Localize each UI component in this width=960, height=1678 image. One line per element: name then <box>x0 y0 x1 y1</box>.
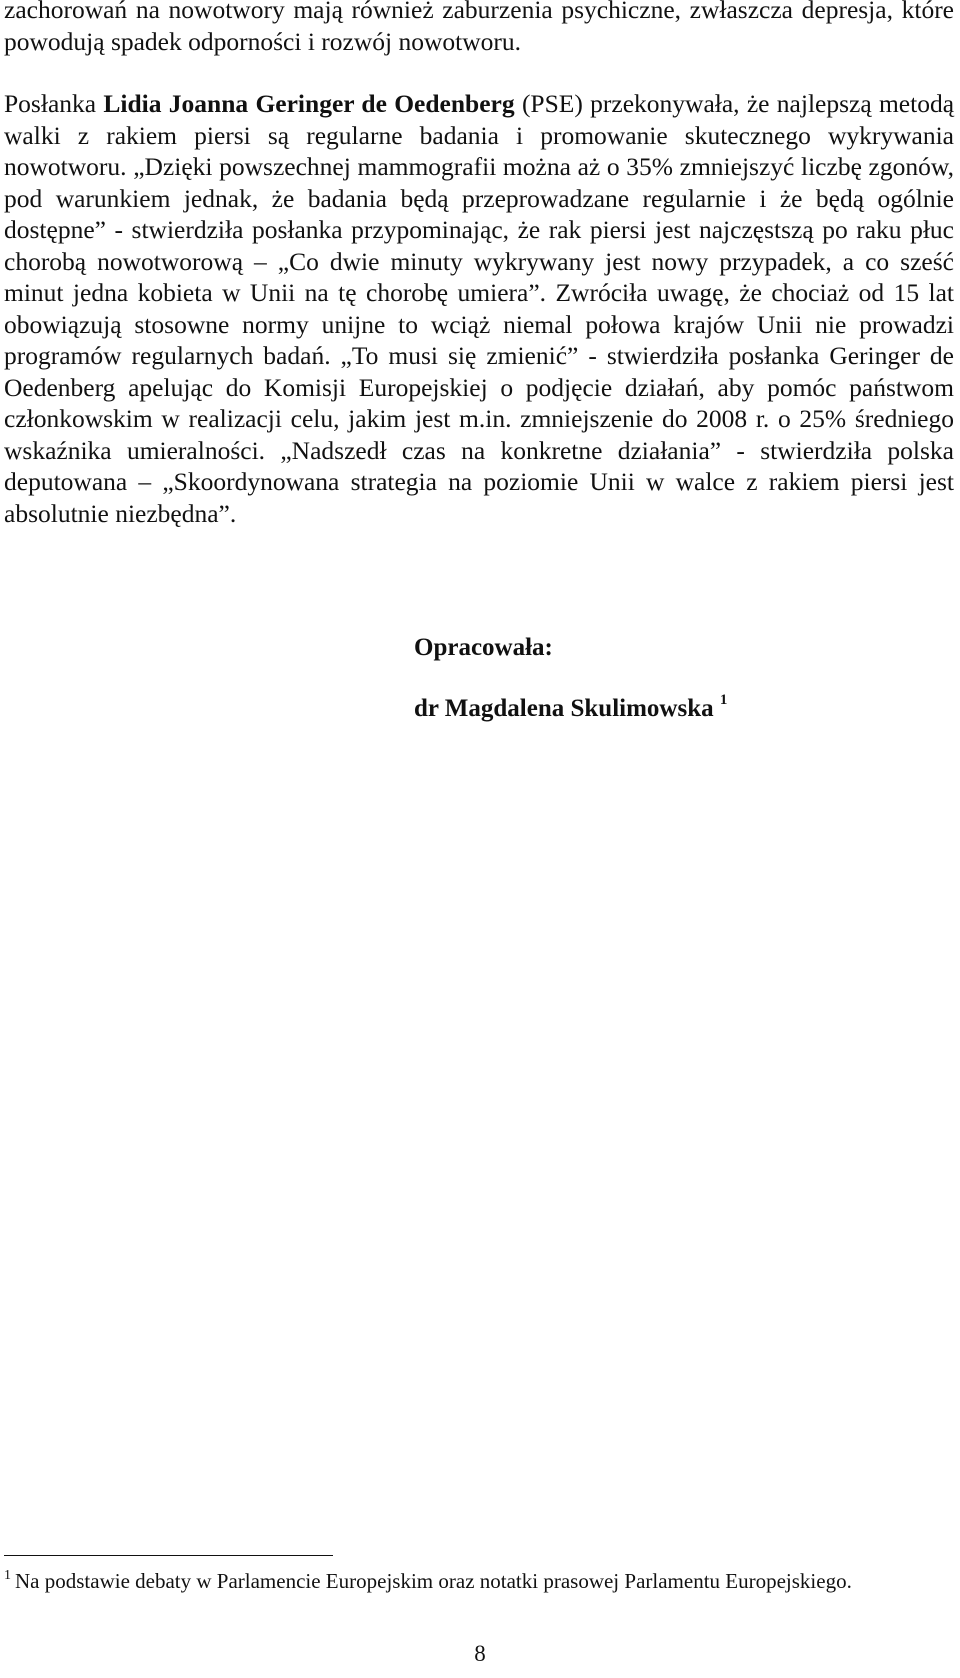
paragraph-lead-text: Posłanka <box>4 89 104 118</box>
footnote <box>4 1567 954 1595</box>
page-number: 8 <box>474 1641 486 1666</box>
mep-name: Lidia Joanna Geringer de Oedenberg <box>103 89 515 118</box>
author-name: dr Magdalena Skulimowska <box>414 695 714 722</box>
footnote-reference: 1 <box>719 692 728 708</box>
footnote-marker: 1 <box>4 1568 11 1583</box>
paragraph-continuation: zachorowań na nowotwory mają również zaburzenia psychiczne, zwłaszcza depresja, które powodują spadek odporności i rozwój nowotworu. <box>4 0 954 56</box>
footnote-text: Na podstawie debaty w Parlamencie Europejskim oraz notatki prasowej Parlamentu Europejskiego. <box>15 1569 852 1593</box>
footnote-divider <box>4 1555 333 1556</box>
signature-author <box>414 694 727 724</box>
paragraph-geringer-statement <box>4 88 954 529</box>
paragraph-body-text: (PSE) przekonywała, że najlepszą metodą walki z rakiem piersi są regularne badania i promowanie skutecznego wykrywania nowotworu. „Dzięki powszechnej mammografii można aż o 35% zmniejszyć liczbę zgonów, pod warunkiem jednak, że badania będą przeprowadzane regularnie i że będą ogólnie dostępne” - stwierdziła posłanka przypominając, że rak piersi jest najczęstszą po raku płuc chorobą nowotworową – „Co dwie minuty wykrywany jest nowy przypadek, a co sześć minut jedna kobieta w Unii na tę chorobę umiera”. Zwróciła uwagę, że chociaż od 15 lat obowiązują stosowne normy unijne to wciąż niemal połowa krajów Unii nie prowadzi programów regularnych badań. „To musi się zmienić” - stwierdziła posłanka Geringer de Oedenberg apelując do Komisji Europejskiej o podjęcie działań, aby pomóc państwom członkowskim w realizacji celu, jakim jest m.in. zmniejszenie do 2008 r. o 25% średniego wskaźnika umieralności. „Nadszedł czas na konkretne działania” - stwierdziła polska deputowana – „Skoordynowana strategia na poziomie Unii w walce z rakiem piersi jest absolutnie niezbędna”. <box>4 89 955 528</box>
signature-label: Opracowała: <box>414 634 553 661</box>
